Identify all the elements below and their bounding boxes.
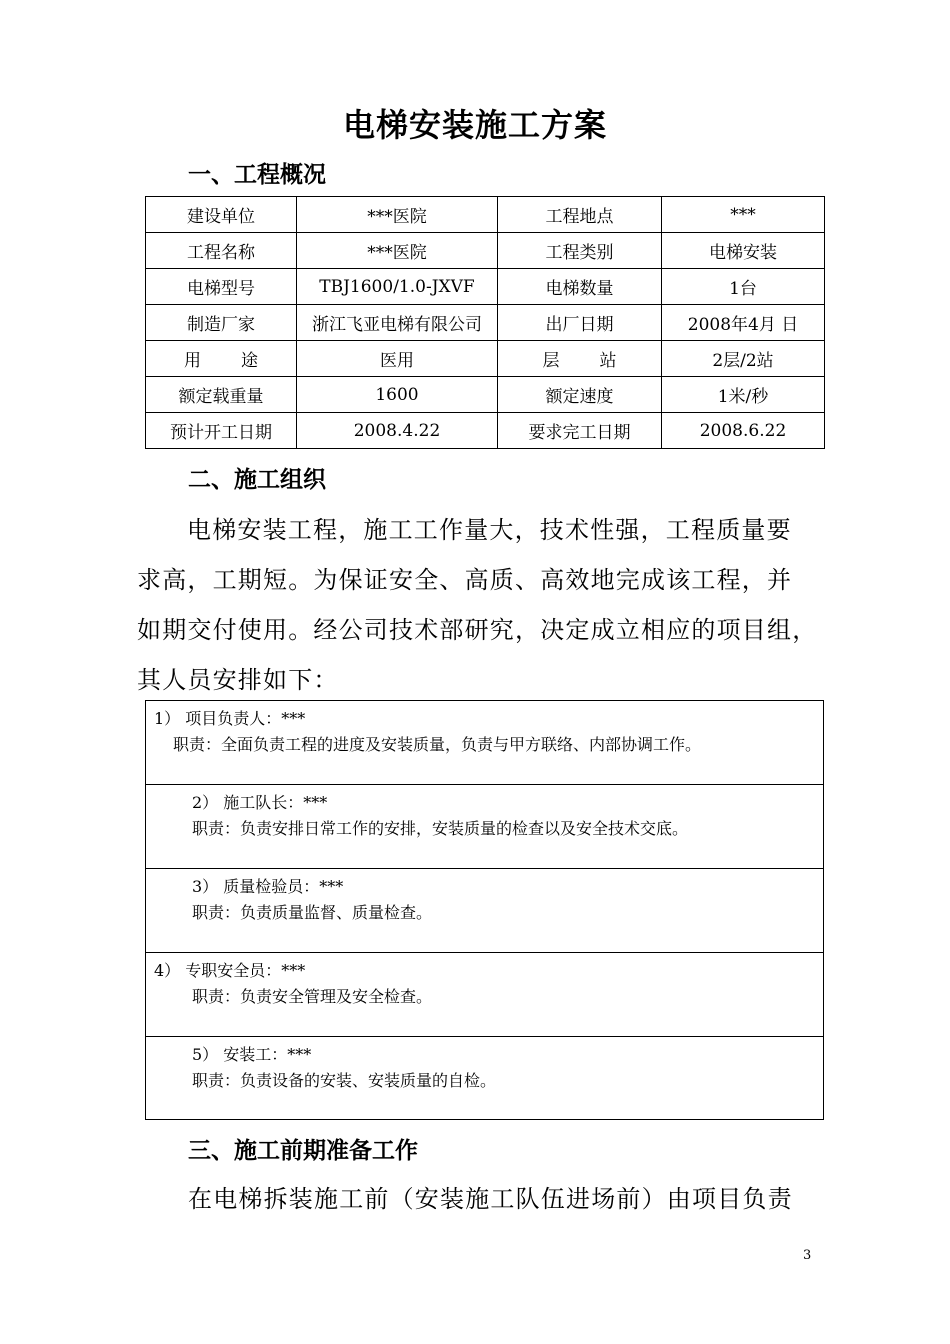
table-row <box>146 413 825 449</box>
table-cell: 出厂日期 <box>498 305 662 341</box>
table-cell: 2008.4.22 <box>297 413 498 449</box>
table-cell: 工程名称 <box>146 233 297 269</box>
preparation-paragraph: 在电梯拆装施工前（安装施工队伍进场前）由项目负责 <box>188 1185 793 1213</box>
table-cell: 电梯型号 <box>146 269 297 305</box>
table-cell: 2层/2站 <box>662 341 825 377</box>
staff-cell <box>146 869 823 953</box>
table-cell: 制造厂家 <box>146 305 297 341</box>
staff-cell <box>146 701 823 785</box>
table-cell: 预计开工日期 <box>146 413 297 449</box>
section-heading-preparation: 三、施工前期准备工作 <box>188 1138 418 1164</box>
staff-duty: 职责：负责设备的安装、安装质量的自检。 <box>192 1071 497 1090</box>
section-heading-overview: 一、工程概况 <box>188 162 326 188</box>
table-cell: 医用 <box>297 341 498 377</box>
floor-label-part: 站 <box>599 351 617 371</box>
table-cell: 1600 <box>297 377 498 413</box>
table-cell <box>498 341 662 377</box>
use-label-part: 用 <box>184 351 201 371</box>
staff-role: 5） 安装工：*** <box>192 1045 312 1064</box>
paragraph-line: 如期交付使用。经公司技术部研究，决定成立相应的项目组， <box>137 616 818 644</box>
document-title: 电梯安装施工方案 <box>342 106 607 144</box>
staff-cell <box>146 1037 823 1121</box>
table-row <box>146 341 825 377</box>
table-row <box>146 233 825 269</box>
table-cell: 电梯数量 <box>498 269 662 305</box>
staff-duty: 职责：负责安排日常工作的安排，安装质量的检查以及安全技术交底。 <box>192 819 689 838</box>
table-cell: 1台 <box>662 269 825 305</box>
floor-label-part: 层 <box>542 351 560 371</box>
table-cell: 2008年4月 日 <box>662 305 825 341</box>
staff-role: 3） 质量检验员：*** <box>192 877 344 896</box>
table-cell: 建设单位 <box>146 197 297 233</box>
staff-duty: 职责：负责安全管理及安全检查。 <box>192 987 433 1006</box>
table-cell: *** <box>662 197 825 233</box>
table-row <box>146 197 825 233</box>
table-cell: TBJ1600/1.0-JXVF <box>297 269 498 305</box>
staff-duty: 职责：全面负责工程的进度及安装质量，负责与甲方联络、内部协调工作。 <box>173 735 702 754</box>
table-cell: ***医院 <box>297 233 498 269</box>
table-cell: 工程地点 <box>498 197 662 233</box>
staff-cell <box>146 785 823 869</box>
staff-table <box>145 700 824 1120</box>
table-cell: ***医院 <box>297 197 498 233</box>
paragraph-line: 电梯安装工程，施工工作量大，技术性强，工程质量要 <box>187 516 792 544</box>
table-cell: 工程类别 <box>498 233 662 269</box>
table-row <box>146 377 825 413</box>
table-cell: 要求完工日期 <box>498 413 662 449</box>
table-cell <box>146 341 297 377</box>
table-cell: 2008.6.22 <box>662 413 825 449</box>
staff-role: 4） 专职安全员：*** <box>154 961 306 980</box>
table-cell: 1米/秒 <box>662 377 825 413</box>
use-label-part: 途 <box>241 351 258 371</box>
table-cell: 额定载重量 <box>146 377 297 413</box>
staff-cell <box>146 953 823 1037</box>
organization-paragraph <box>137 505 827 705</box>
table-cell: 额定速度 <box>498 377 662 413</box>
staff-role: 2） 施工队长：*** <box>192 793 328 812</box>
table-cell: 浙江飞亚电梯有限公司 <box>297 305 498 341</box>
staff-duty: 职责：负责质量监督、质量检查。 <box>192 903 433 922</box>
table-row <box>146 269 825 305</box>
page-number: 3 <box>803 1248 812 1263</box>
project-info-table <box>145 196 825 449</box>
paragraph-line: 求高，工期短。为保证安全、高质、高效地完成该工程，并 <box>137 566 793 594</box>
section-heading-organization: 二、施工组织 <box>188 467 326 493</box>
paragraph-line: 其人员安排如下： <box>137 666 339 694</box>
table-row <box>146 305 825 341</box>
table-cell: 电梯安装 <box>662 233 825 269</box>
staff-role: 1） 项目负责人：*** <box>154 709 306 728</box>
